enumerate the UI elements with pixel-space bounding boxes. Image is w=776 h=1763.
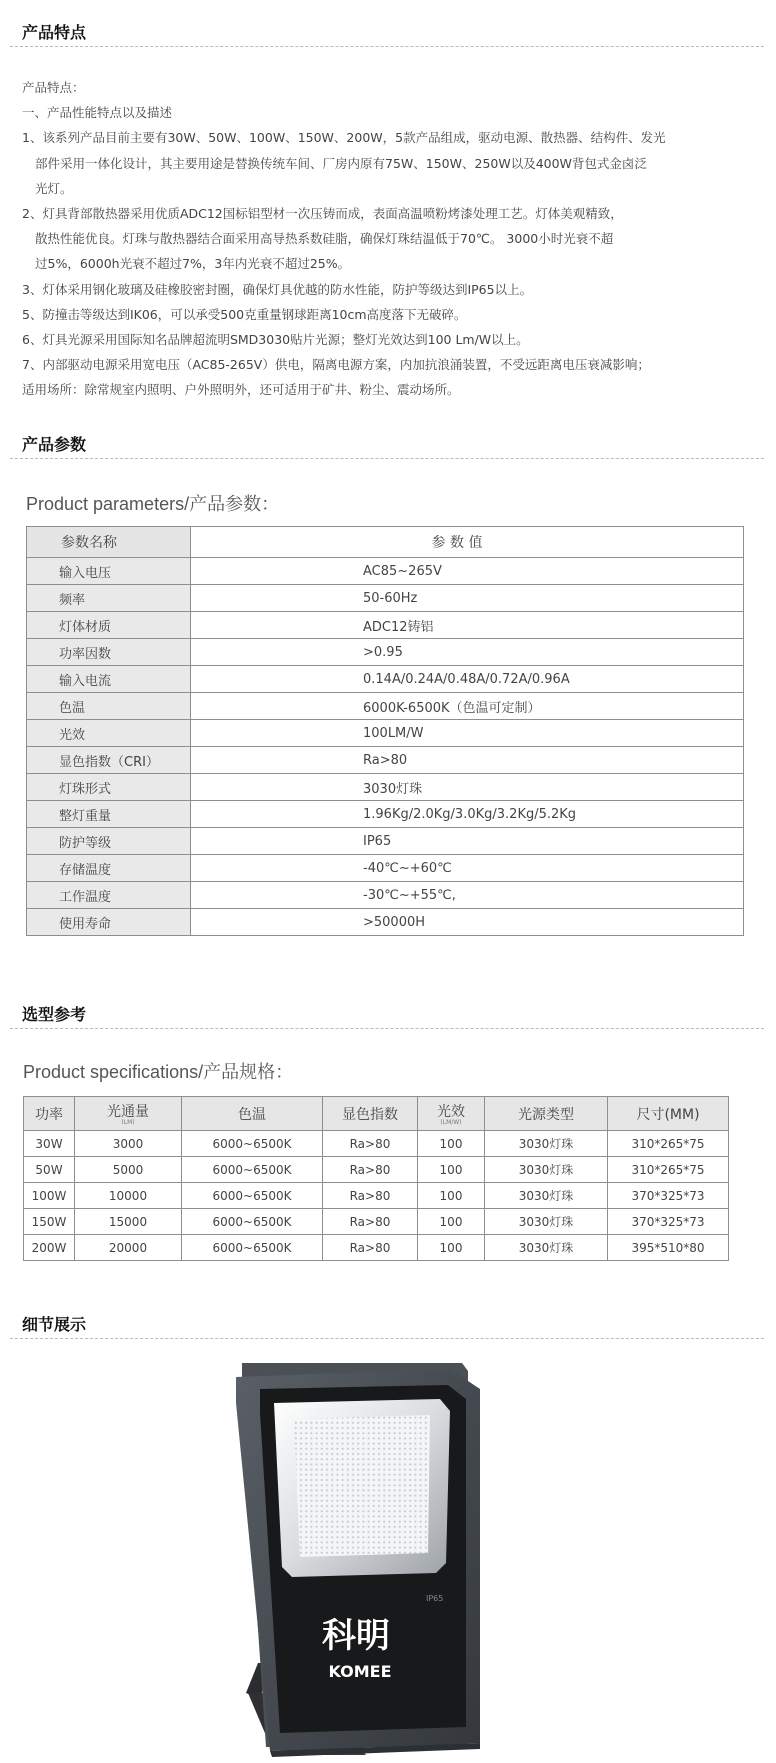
table-cell: 200W — [24, 1235, 75, 1261]
table-row — [27, 585, 744, 612]
param-name: 显色指数（CRI） — [27, 747, 191, 774]
header-label: 尺寸(MM) — [636, 1106, 700, 1123]
header-cell — [75, 1097, 182, 1131]
header-label: 光通量 — [107, 1104, 149, 1120]
table-cell: 6000~6500K — [182, 1131, 323, 1157]
table-cell: 6000~6500K — [182, 1183, 323, 1209]
table-cell: 3030灯珠 — [485, 1209, 608, 1235]
param-name: 光效 — [27, 720, 191, 747]
ip-label: IP65 — [426, 1594, 444, 1603]
param-name: 色温 — [27, 693, 191, 720]
header-label: 光效 — [437, 1104, 465, 1120]
section-title: 产品参数 — [22, 435, 87, 454]
param-name: 存储温度 — [27, 855, 191, 882]
param-name: 频率 — [27, 585, 191, 612]
param-value: >0.95 — [191, 639, 744, 666]
header-unit: (LM) — [121, 1119, 135, 1126]
table-cell: 370*325*73 — [608, 1209, 729, 1235]
param-value: 1.96Kg/2.0Kg/3.0Kg/3.2Kg/5.2Kg — [191, 801, 744, 828]
table-cell: 20000 — [75, 1235, 182, 1261]
product-image — [236, 1363, 538, 1759]
table-row — [27, 801, 744, 828]
section-header-params — [10, 428, 764, 459]
feature-line: 6、灯具光源采用国际知名品牌超流明SMD3030贴片光源；整灯光效达到100 Lm/W以上。 — [22, 332, 529, 348]
table-row — [27, 882, 744, 909]
param-name: 灯体材质 — [27, 612, 191, 639]
params-subtitle: Product parameters/产品参数： — [26, 494, 280, 514]
param-value: ADC12铸铝 — [191, 612, 744, 639]
feature-line: 2、灯具背部散热器采用优质ADC12国标铝型材一次压铸而成，表面高温喷粉烤漆处理工艺。灯体美观精致， — [22, 206, 623, 222]
table-cell: 100 — [418, 1131, 485, 1157]
table-cell: Ra>80 — [323, 1235, 418, 1261]
params-table — [26, 526, 744, 936]
table-row — [24, 1157, 729, 1183]
header-cell — [323, 1097, 418, 1131]
param-name: 使用寿命 — [27, 909, 191, 936]
param-value: 0.14A/0.24A/0.48A/0.72A/0.96A — [191, 666, 744, 693]
feature-line: 光灯。 — [35, 180, 73, 196]
feature-line: 3、灯体采用钢化玻璃及硅橡胶密封圈，确保灯具优越的防水性能，防护等级达到IP65以上。 — [22, 281, 533, 297]
param-value: 100LM/W — [191, 720, 744, 747]
table-cell: 3030灯珠 — [485, 1157, 608, 1183]
table-row — [27, 693, 744, 720]
table-cell: 100 — [418, 1209, 485, 1235]
table-row — [27, 666, 744, 693]
table-cell: 30W — [24, 1131, 75, 1157]
header-cell: 参 数 值 — [191, 527, 744, 558]
header-cell — [418, 1097, 485, 1131]
table-row — [24, 1235, 729, 1261]
brand-cn: 科明 — [322, 1616, 390, 1656]
table-row — [27, 558, 744, 585]
table-cell: 3030灯珠 — [485, 1235, 608, 1261]
table-cell: 6000~6500K — [182, 1209, 323, 1235]
table-row — [27, 855, 744, 882]
table-cell: 310*265*75 — [608, 1157, 729, 1183]
param-value: >50000H — [191, 909, 744, 936]
table-cell: 15000 — [75, 1209, 182, 1235]
header-cell — [608, 1097, 729, 1131]
header-label: 色温 — [238, 1106, 266, 1123]
table-cell: 5000 — [75, 1157, 182, 1183]
header-unit: (LM/W) — [440, 1119, 462, 1126]
feature-line: 7、内部驱动电源采用宽电压（AC85-265V）供电，隔离电源方案，内加抗浪涌装置，不受远距离电压衰减影响； — [22, 357, 650, 373]
table-cell: 6000~6500K — [182, 1235, 323, 1261]
param-name: 工作温度 — [27, 882, 191, 909]
table-cell: 100 — [418, 1157, 485, 1183]
table-cell: Ra>80 — [323, 1183, 418, 1209]
param-name: 功率因数 — [27, 639, 191, 666]
table-row — [27, 747, 744, 774]
header-label: 显色指数 — [342, 1106, 398, 1123]
section-title: 产品特点 — [22, 23, 87, 42]
floodlight-illustration — [236, 1363, 538, 1759]
feature-line: 1、该系列产品目前主要有30W、50W、100W、150W、200W，5款产品组成，驱动电源、散热器、结构件、发光 — [22, 130, 666, 146]
features-heading: 产品特点： — [22, 80, 85, 95]
feature-line: 部件采用一体化设计，其主要用途是替换传统车间、厂房内原有75W、150W、250W以及400W背包式金卤泛 — [35, 155, 647, 171]
feature-line: 散热性能优良。灯珠与散热器结合面采用高导热系数硅脂，确保灯珠结温低于70℃。 3000小时光衰不超 — [35, 231, 614, 247]
table-cell: 3030灯珠 — [485, 1183, 608, 1209]
section-header-detail — [10, 1308, 764, 1339]
header-cell — [485, 1097, 608, 1131]
param-name: 防护等级 — [27, 828, 191, 855]
param-name: 输入电压 — [27, 558, 191, 585]
param-name: 灯珠形式 — [27, 774, 191, 801]
param-name: 输入电流 — [27, 666, 191, 693]
table-cell: 3030灯珠 — [485, 1131, 608, 1157]
section-header-features — [10, 16, 764, 47]
header-cell — [24, 1097, 75, 1131]
table-cell: 50W — [24, 1157, 75, 1183]
feature-line: 适用场所：除常规室内照明、户外照明外，还可适用于矿井、粉尘、震动场所。 — [22, 382, 460, 398]
table-row — [27, 612, 744, 639]
table-cell: 3000 — [75, 1131, 182, 1157]
table-header-row — [27, 527, 744, 558]
header-label: 功率 — [35, 1106, 63, 1123]
header-label: 光源类型 — [518, 1106, 574, 1123]
section-title: 选型参考 — [22, 1005, 87, 1024]
table-cell: Ra>80 — [323, 1157, 418, 1183]
brand-en: KOMEE — [328, 1662, 392, 1681]
param-name: 整灯重量 — [27, 801, 191, 828]
table-row — [24, 1183, 729, 1209]
section-header-specs — [10, 998, 764, 1029]
table-cell: 10000 — [75, 1183, 182, 1209]
header-cell — [182, 1097, 323, 1131]
table-row — [27, 774, 744, 801]
feature-line: 过5%，6000h光衰不超过7%，3年内光衰不超过25%。 — [35, 256, 351, 272]
header-cell: 参数名称 — [27, 527, 191, 558]
section-title: 细节展示 — [22, 1315, 87, 1334]
table-row — [27, 828, 744, 855]
table-row — [24, 1209, 729, 1235]
param-value: 50-60Hz — [191, 585, 744, 612]
specs-table — [23, 1096, 729, 1261]
table-cell: 370*325*73 — [608, 1183, 729, 1209]
table-cell: 100 — [418, 1235, 485, 1261]
table-cell: 310*265*75 — [608, 1131, 729, 1157]
table-row — [27, 720, 744, 747]
features-text — [22, 75, 762, 403]
table-cell: Ra>80 — [323, 1209, 418, 1235]
table-cell: 100W — [24, 1183, 75, 1209]
param-value: Ra>80 — [191, 747, 744, 774]
table-cell: Ra>80 — [323, 1131, 418, 1157]
table-cell: 6000~6500K — [182, 1157, 323, 1183]
table-row — [24, 1131, 729, 1157]
param-value: AC85~265V — [191, 558, 744, 585]
features-subheading: 一、产品性能特点以及描述 — [22, 105, 173, 121]
param-value: IP65 — [191, 828, 744, 855]
table-row — [27, 909, 744, 936]
param-value: 6000K-6500K（色温可定制） — [191, 693, 744, 720]
feature-line: 5、防撞击等级达到IK06，可以承受500克重量钢球距离10cm高度落下无破碎。 — [22, 306, 467, 322]
param-value: -40℃~+60℃ — [191, 855, 744, 882]
table-cell: 100 — [418, 1183, 485, 1209]
table-cell: 395*510*80 — [608, 1235, 729, 1261]
table-cell: 150W — [24, 1209, 75, 1235]
specs-subtitle: Product specifications/产品规格： — [23, 1062, 294, 1082]
param-value: -30℃~+55℃, — [191, 882, 744, 909]
table-header-row — [24, 1097, 729, 1131]
table-row — [27, 639, 744, 666]
param-value: 3030灯珠 — [191, 774, 744, 801]
